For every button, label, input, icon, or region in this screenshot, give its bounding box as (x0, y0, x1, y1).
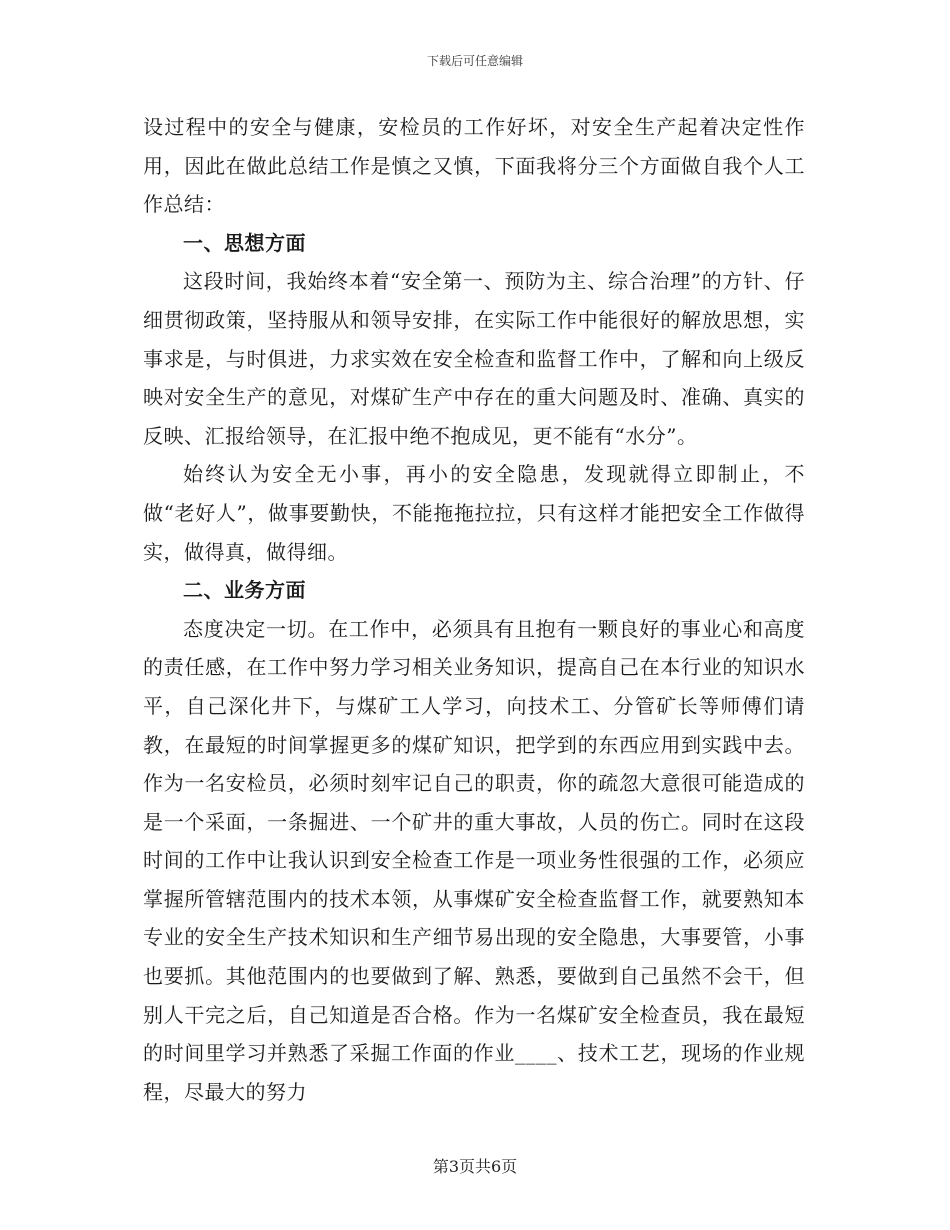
section-heading-business: 二、业务方面 (183, 578, 306, 603)
page-header-note: 下载后可任意编辑 (426, 54, 523, 68)
paragraph-thought-2: 始终认为安全无小事，再小的安全隐患，发现就得立即制止，不做“老好人”，做事要勤快，不能拖拖拉拉，只有这样才能把安全工作做得实，做得真，做得细。 (143, 462, 805, 564)
document-body (143, 108, 805, 1111)
paragraph-business-1: 态度决定一切。在工作中，必须具有且抱有一颗良好的事业心和高度的责任感，在工作中努力学习相关业务知识，提高自己在本行业的知识水平，自己深化井下，与煤矿工人学习，向技术工、分管矿长等师傅们请教，在最短的时间掌握更多的煤矿知识，把学到的东西应用到实践中去。作为一名安检员，必须时刻牢记自己的职责，你的疏忽大意很可能造成的是一个采面，一条掘进、一个矿井的重大事故，人员的伤亡。同时在这段时间的工作中让我认识到安全检查工作是一项业务性很强的工作，必须应掌握所管辖范围内的技术本领，从事煤矿安全检查监督工作，就要熟知本专业的安全生产技术知识和生产细节易出现的安全隐患，大事要管，小事也要抓。其他范围内的也要做到了解、熟悉，要做到自己虽然不会干，但别人干完之后，自己知道是否合格。作为一名煤矿安全检查员，我在最短的时间里学习并熟悉了采掘工作面的作业____、技术工艺，现场的作业规程，尽最大的努力 (143, 616, 805, 1104)
paragraph-thought-1: 这段时间，我始终本着“安全第一、预防为主、综合治理”的方针、仔细贯彻政策，坚持服从和领导安排，在实际工作中能很好的解放思想，实事求是，与时俱进，力求实效在安全检查和监督工作中，了解和向上级反映对安全生产的意见，对煤矿生产中存在的重大问题及时、准确、真实的反映、汇报给领导，在汇报中绝不抱成见，更不能有“水分”。 (143, 269, 805, 448)
section-heading-thought: 一、思想方面 (183, 230, 306, 255)
page-number-footer: 第3页共6页 (432, 1157, 518, 1176)
paragraph-intro-continued: 设过程中的安全与健康，安检员的工作好坏，对安全生产起着决定性作用，因此在做此总结工作是慎之又慎，下面我将分三个方面做自我个人工作总结： (143, 115, 805, 217)
